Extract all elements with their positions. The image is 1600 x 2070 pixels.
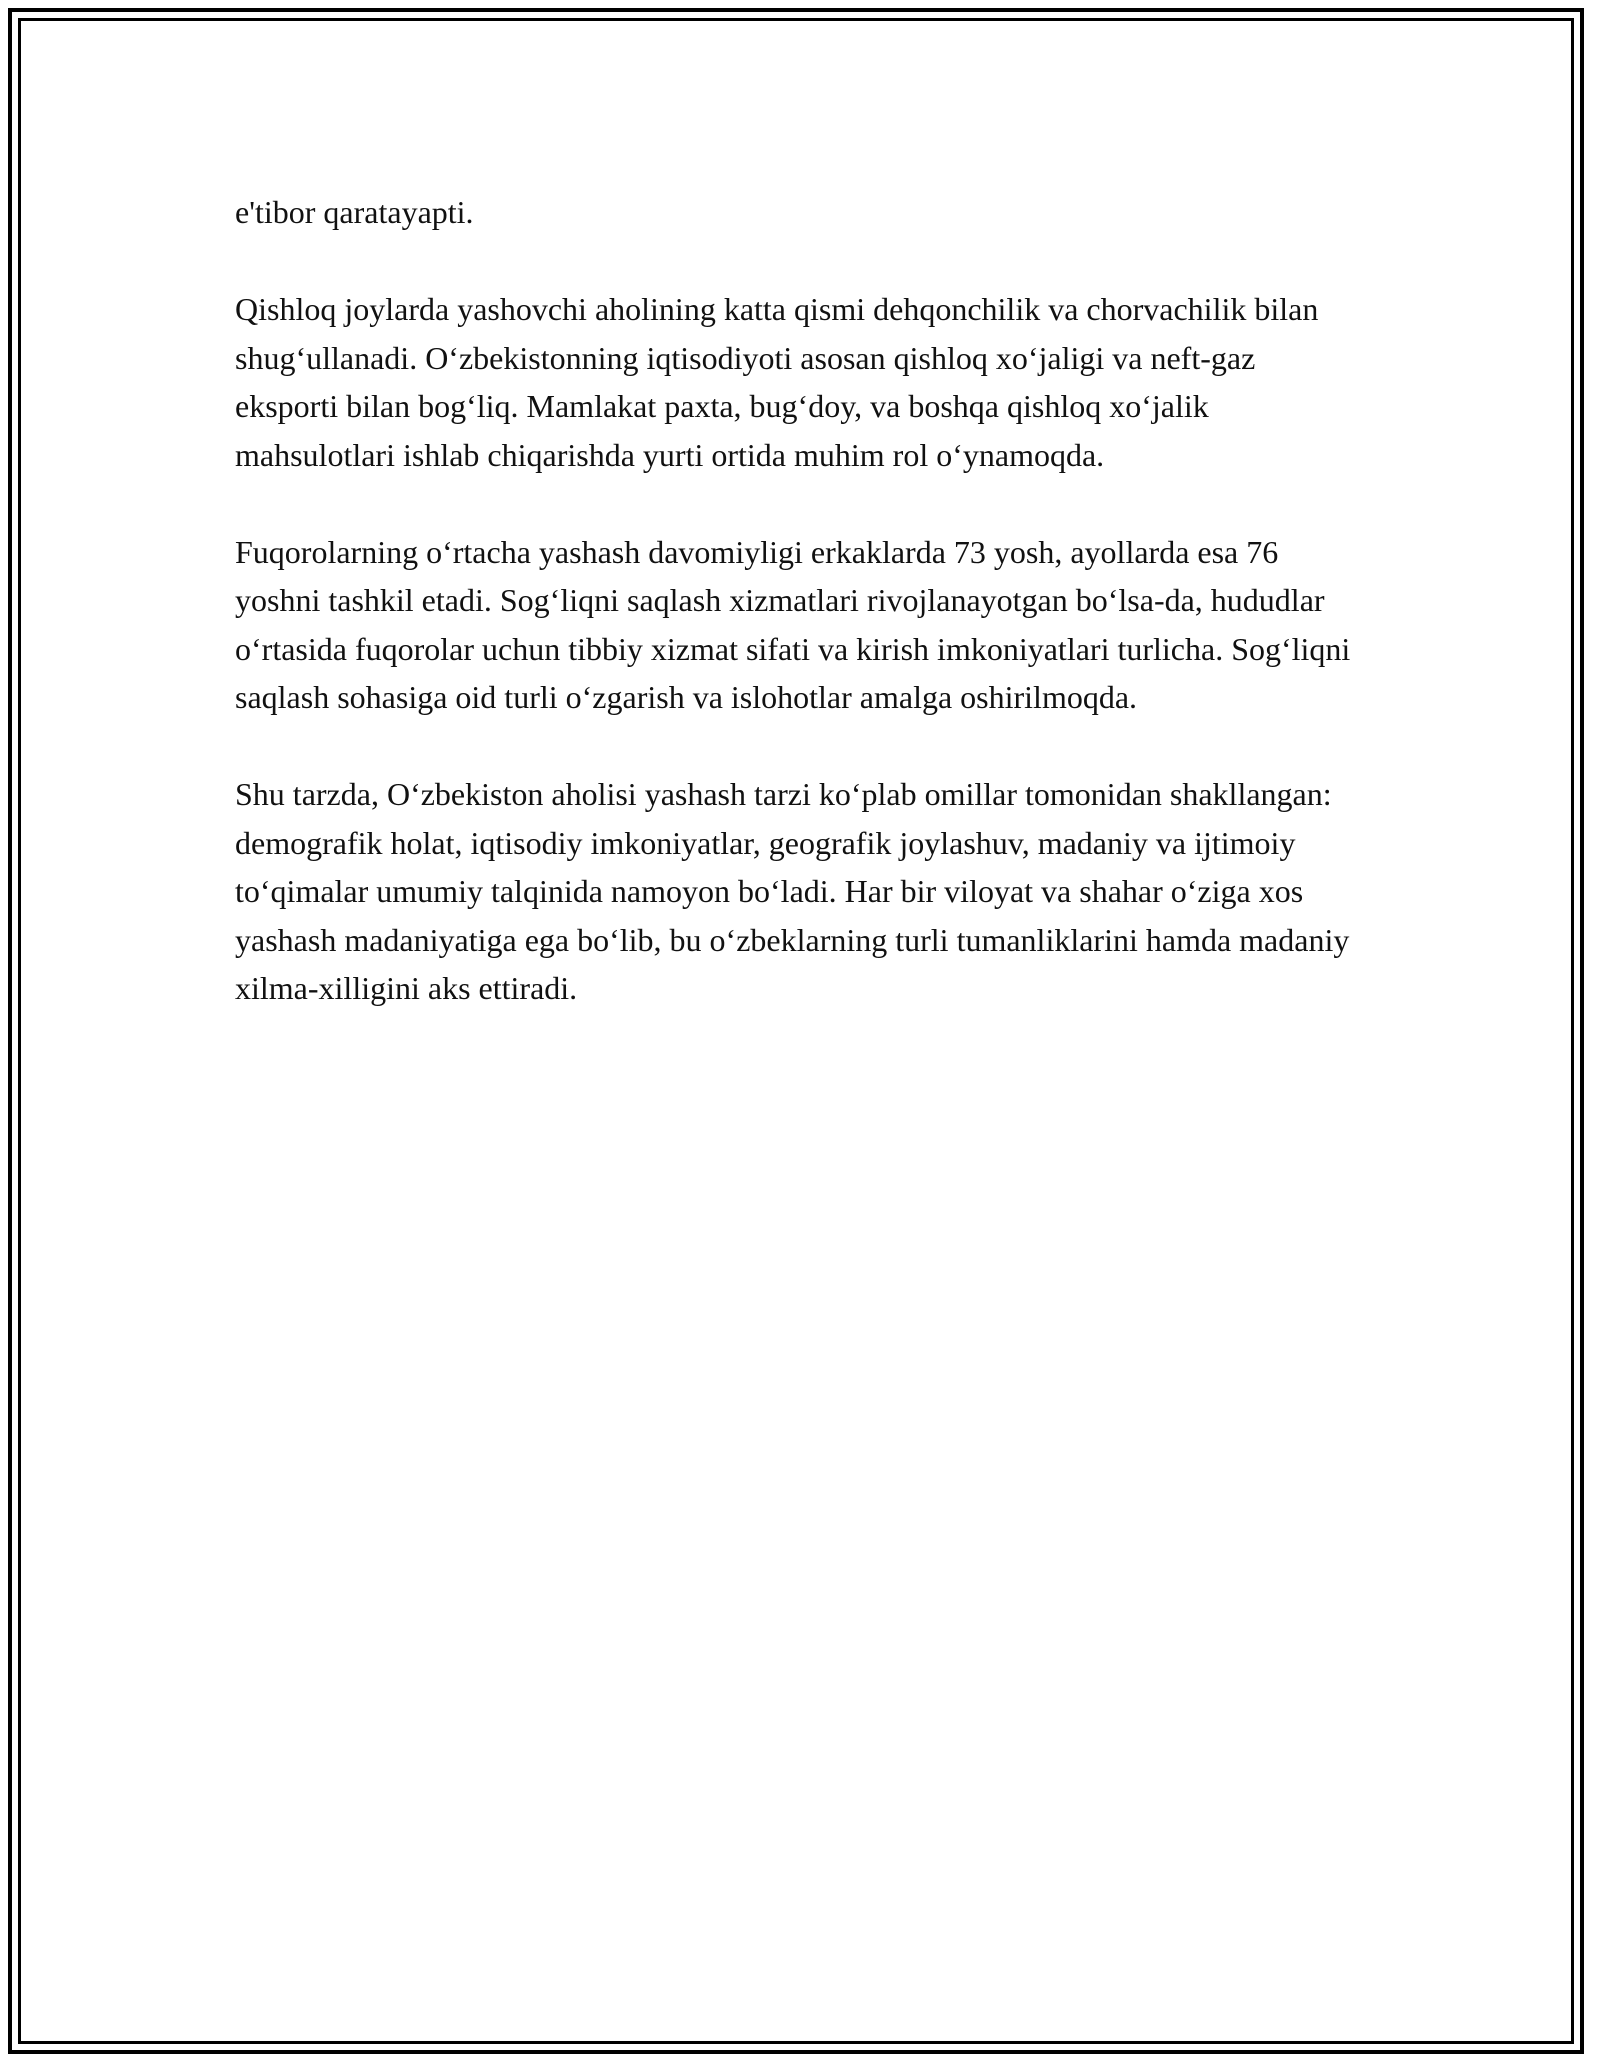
paragraph-rural-economy: Qishloq joylarda yashovchi aholining katta qismi dehqonchilik va chorvachilik bilan shug‘ullanadi. O‘zbekistonning iqtisodiyoti asosan qishloq xo‘jaligi va neft-gaz eksporti bilan bog‘liq. Mamlakat paxta, bug‘doy, va boshqa qishloq xo‘jalik mahsulotlari ishlab chiqarishda yurti ortida muhim rol o‘ynamoqda. [235, 291, 1319, 473]
document-body [235, 188, 1365, 1061]
paragraph-life-expectancy-health: Fuqorolarning o‘rtacha yashash davomiyligi erkaklarda 73 yosh, ayollarda esa 76 yoshni tashkil etadi. Sog‘liqni saqlash xizmatlari rivojlanayotgan bo‘lsa-da, hududlar o‘rtasida fuqorolar uchun tibbiy xizmat sifati va kirish imkoniyatlari turlicha. Sog‘liqni saqlash sohasiga oid turli o‘zgarish va islohotlar amalga oshirilmoqda. [235, 533, 1351, 715]
paragraph-continuation: e'tibor qaratayapti. [235, 194, 474, 230]
paragraph-conclusion: Shu tarzda, O‘zbekiston aholisi yashash tarzi ko‘plab omillar tomonidan shakllangan: demografik holat, iqtisodiy imkoniyatlar, geografik joylashuv, madaniy va ijtimoiy to‘qimalar umumiy talqinida namoyon bo‘ladi. Har bir viloyat va shahar o‘ziga xos yashash madaniyatiga ega bo‘lib, bu o‘zbeklarning turli tumanliklarini hamda madaniy xilma-xilligini aks ettiradi. [235, 776, 1350, 1006]
